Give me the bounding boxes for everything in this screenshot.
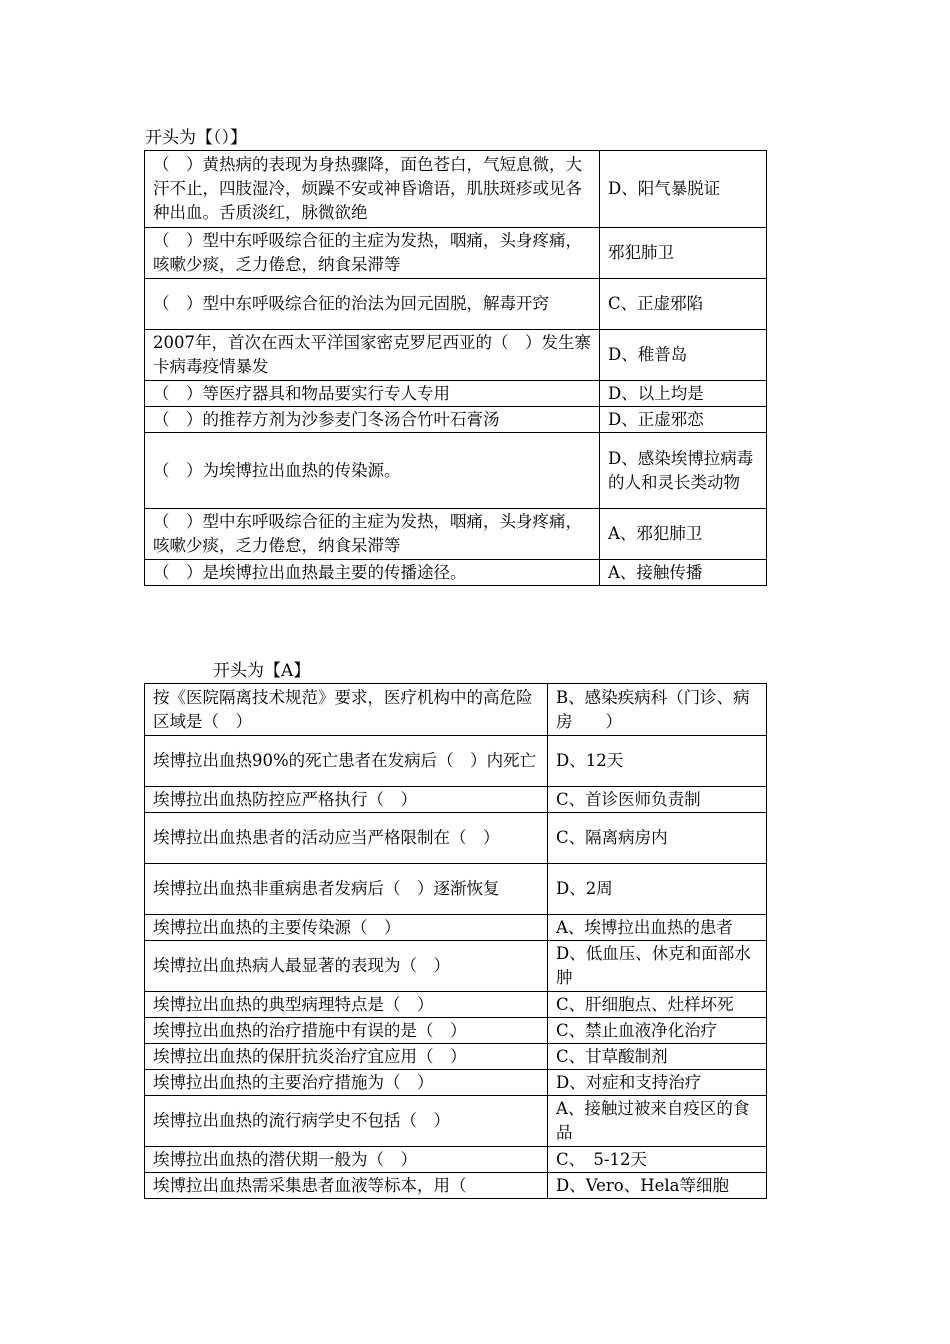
answer-cell: C、正虚邪陷 — [600, 279, 767, 330]
answer-cell: D、Vero、Hela等细胞 — [548, 1173, 767, 1199]
answer-cell: C、首诊医师负责制 — [548, 787, 767, 813]
answer-cell: C、禁止血液净化治疗 — [548, 1018, 767, 1044]
question-cell: 埃博拉出血热的治疗措施中有误的是（ ） — [145, 1018, 548, 1044]
question-cell: （ ）是埃博拉出血热最主要的传播途径。 — [145, 560, 600, 586]
question-cell: 埃博拉出血热患者的活动应当严格限制在（ ） — [145, 813, 548, 864]
question-cell: 埃博拉出血热防控应严格执行（ ） — [145, 787, 548, 813]
question-cell: （ ）等医疗器具和物品要实行专人专用 — [145, 381, 600, 407]
table-row — [145, 915, 767, 941]
table-row — [145, 1096, 767, 1147]
answer-cell: D、对症和支持治疗 — [548, 1070, 767, 1096]
table-row — [145, 1070, 767, 1096]
question-cell: 埃博拉出血热90%的死亡患者在发病后（ ）内死亡 — [145, 736, 548, 787]
answer-cell: A、埃博拉出血热的患者 — [548, 915, 767, 941]
answer-cell: C、肝细胞点、灶样坏死 — [548, 992, 767, 1018]
table-row — [145, 560, 767, 586]
answer-cell: D、正虚邪恋 — [600, 407, 767, 433]
table-row — [145, 992, 767, 1018]
question-cell: 按《医院隔离技术规范》要求，医疗机构中的高危险区域是（ ） — [145, 684, 548, 736]
section-heading-2: 开头为【A】 — [213, 661, 311, 681]
table-row — [145, 787, 767, 813]
table-row — [145, 864, 767, 915]
table-row — [145, 941, 767, 992]
table-row — [145, 684, 767, 736]
table-row — [145, 279, 767, 330]
table-row — [145, 736, 767, 787]
answer-cell: D、低血压、休克和面部水肿 — [548, 941, 767, 992]
answer-cell: D、12天 — [548, 736, 767, 787]
question-cell: （ ）型中东呼吸综合征的主症为发热，咽痛，头身疼痛，咳嗽少痰，乏力倦怠，纳食呆滞等 — [145, 228, 600, 279]
question-cell: 埃博拉出血热的流行病学史不包括（ ） — [145, 1096, 548, 1147]
answer-cell: C、隔离病房内 — [548, 813, 767, 864]
answer-cell: 邪犯肺卫 — [600, 228, 767, 279]
table-row — [145, 433, 767, 509]
answer-cell: D、以上均是 — [600, 381, 767, 407]
question-cell: （ ）黄热病的表现为身热骤降，面色苍白，气短息微，大汗不止，四肢湿冷，烦躁不安或神昏谵语，肌肤斑疹或见各种出血。舌质淡红，脉微欲绝 — [145, 151, 600, 228]
answer-cell: C、甘草酸制剂 — [548, 1044, 767, 1070]
question-cell: 埃博拉出血热需采集患者血液等标本，用（ — [145, 1173, 548, 1199]
table-row — [145, 1044, 767, 1070]
table-row — [145, 330, 767, 381]
table-row — [145, 228, 767, 279]
answer-cell: D、阳气暴脱证 — [600, 151, 767, 228]
question-cell: 埃博拉出血热的典型病理特点是（ ） — [145, 992, 548, 1018]
answer-cell: C、 5-12天 — [548, 1147, 767, 1173]
answer-cell: A、接触传播 — [600, 560, 767, 586]
question-cell: 2007年，首次在西太平洋国家密克罗尼西亚的（ ）发生寨卡病毒疫情暴发 — [145, 330, 600, 381]
table-row — [145, 407, 767, 433]
table-row — [145, 813, 767, 864]
table-row — [145, 1173, 767, 1199]
table-row — [145, 509, 767, 560]
question-table-2 — [144, 683, 767, 1199]
question-cell: 埃博拉出血热的主要治疗措施为（ ） — [145, 1070, 548, 1096]
question-cell: 埃博拉出血热非重病患者发病后（ ）逐渐恢复 — [145, 864, 548, 915]
question-cell: （ ）型中东呼吸综合征的主症为发热，咽痛，头身疼痛，咳嗽少痰，乏力倦怠，纳食呆滞等 — [145, 509, 600, 560]
question-cell: （ ）的推荐方剂为沙参麦门冬汤合竹叶石膏汤 — [145, 407, 600, 433]
question-cell: 埃博拉出血热的主要传染源（ ） — [145, 915, 548, 941]
answer-cell: B、感染疾病科（门诊、病房 ） — [548, 684, 767, 736]
question-cell: 埃博拉出血热的保肝抗炎治疗宜应用（ ） — [145, 1044, 548, 1070]
table-row — [145, 151, 767, 228]
section-heading-1: 开头为【（）】 — [145, 128, 247, 148]
table-row — [145, 1147, 767, 1173]
answer-cell: A、邪犯肺卫 — [600, 509, 767, 560]
answer-cell: D、稚普岛 — [600, 330, 767, 381]
question-table-1 — [144, 150, 767, 586]
table-row — [145, 1018, 767, 1044]
question-cell: （ ）为埃博拉出血热的传染源。 — [145, 433, 600, 509]
question-cell: 埃博拉出血热的潜伏期一般为（ ） — [145, 1147, 548, 1173]
answer-cell: D、感染埃博拉病毒的人和灵长类动物 — [600, 433, 767, 509]
answer-cell: D、2周 — [548, 864, 767, 915]
table-row — [145, 381, 767, 407]
question-cell: 埃博拉出血热病人最显著的表现为（ ） — [145, 941, 548, 992]
answer-cell: A、接触过被来自疫区的食品 — [548, 1096, 767, 1147]
question-cell: （ ）型中东呼吸综合征的治法为回元固脱，解毒开窍 — [145, 279, 600, 330]
